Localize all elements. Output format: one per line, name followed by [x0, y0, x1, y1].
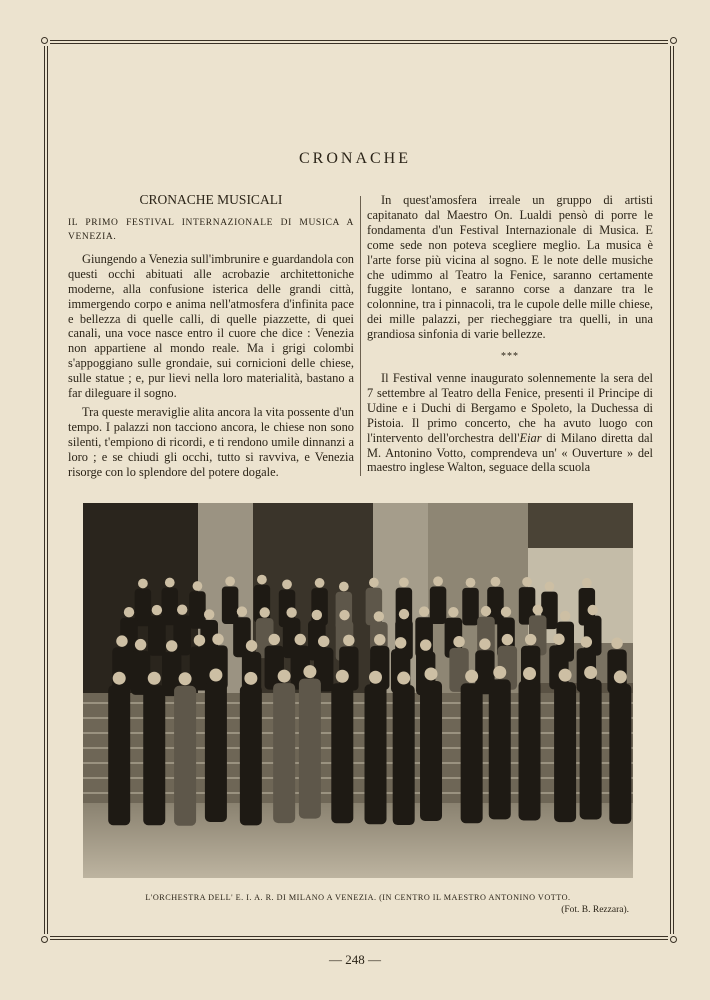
person-head [209, 668, 222, 681]
person-head [466, 578, 476, 588]
person-body [311, 588, 328, 626]
person-head [553, 634, 564, 645]
person-body [205, 682, 227, 822]
person-head [611, 638, 622, 649]
person-head [395, 637, 406, 648]
article-heading: CRONACHE MUSICALI [139, 192, 283, 207]
corner-ornament [670, 37, 677, 44]
article-subheading: IL PRIMO FESTIVAL INTERNAZIONALE DI MUSICA A VENEZIA. [68, 217, 354, 242]
person-head [204, 609, 214, 619]
person-head [269, 634, 280, 645]
person-head [138, 579, 148, 589]
person-head [177, 605, 187, 615]
person-body [174, 686, 196, 826]
person-head [523, 667, 536, 680]
person-head [312, 610, 322, 620]
orchestra-group-photo [83, 503, 633, 878]
person-head [135, 639, 146, 650]
photo-illustration [83, 503, 633, 878]
person-head [116, 635, 127, 646]
person-body [240, 685, 262, 825]
person-body [462, 588, 479, 626]
person-head [260, 607, 270, 617]
person-head [374, 611, 384, 621]
paragraph: In quest'amosfera irreale un gruppo di artisti capitanato dal Maestro On. Lualdi pensò di porre le fondamenta d'un Festival Internazionale di Musica. E come sede non poteva scegliere meglio. La musica è l'arte forse più vicina al sogno. E le note delle musiche che udimmo al Teatro la Fenice, saranno certamente fuggite lontano, e saranno corse a danzare tra le colonnine, tra i pinnacoli, tra le cupole delle mille chiese, dei mille palazzi, per riecheggiare tra quelli, in una grandiosa sinfonia di varie bellezze. [367, 193, 653, 342]
person-body [430, 586, 447, 624]
person-head [453, 636, 464, 647]
person-head [343, 635, 354, 646]
person-head [152, 605, 162, 615]
person-head [581, 636, 592, 647]
person-body [148, 616, 166, 656]
paragraph: Tra queste meraviglie alita ancora la vita possente d'un tempo. I palazzi non tacciono ancora, le chiese non sono silenti, t'empiono di ricordi, e ti rendono umile dinnanzi a loro ; e se chiudi gli occhi, tutto si ravviva, e Venezia risorge con lo splendore del potere dogale. [68, 404, 354, 479]
person-head [315, 578, 325, 588]
person-head [246, 640, 257, 651]
person-head [399, 609, 409, 619]
person-head [425, 667, 438, 680]
person-head [369, 578, 379, 588]
person-head [479, 638, 490, 649]
person-head [113, 672, 126, 685]
person-body [112, 647, 131, 691]
person-body [299, 679, 321, 819]
person-head [481, 606, 491, 616]
person-head [237, 606, 247, 616]
person-head [522, 577, 532, 587]
person-head [614, 670, 627, 683]
person-body [143, 685, 165, 825]
section-separator: *** [501, 351, 519, 363]
person-head [525, 634, 536, 645]
person-head [244, 672, 257, 685]
person-head [587, 605, 597, 615]
person-head [491, 577, 501, 587]
person-head [582, 578, 592, 588]
person-head [257, 575, 267, 585]
person-head [282, 580, 292, 590]
person-head [286, 607, 296, 617]
person-body [489, 679, 511, 819]
eiar-italic: Eiar [519, 430, 542, 445]
person-head [397, 672, 410, 685]
person-body [609, 684, 631, 824]
person-body [331, 683, 353, 823]
person-body [580, 679, 602, 819]
person-head [448, 607, 458, 617]
person-body [420, 681, 442, 821]
person-body [461, 683, 483, 823]
person-head [318, 636, 329, 647]
photo-credit: (Fot. B. Rezzara). [561, 905, 629, 915]
paragraph [367, 371, 653, 475]
person-head [336, 670, 349, 683]
person-head [124, 607, 134, 617]
person-body [415, 617, 433, 657]
photo-caption: L'ORCHESTRA DELL' E. I. A. R. DI MILANO A VENEZIA. (IN CENTRO IL MAESTRO ANTONINO VOTTO. [145, 893, 571, 902]
person-head [166, 640, 177, 651]
person-head [165, 578, 175, 588]
person-body [233, 617, 251, 657]
person-body [265, 646, 284, 690]
person-body [365, 684, 387, 824]
person-head [533, 605, 543, 615]
left-column [68, 193, 354, 480]
person-head [374, 634, 385, 645]
person-head [420, 639, 431, 650]
page-number: — 248 — [329, 952, 381, 967]
person-body [554, 682, 576, 822]
section-title: CRONACHE [298, 150, 411, 167]
person-head [560, 611, 570, 621]
person-head [339, 610, 349, 620]
column-divider [360, 196, 361, 476]
person-head [295, 634, 306, 645]
person-head [339, 582, 349, 592]
person-body [519, 681, 541, 821]
person-head [419, 606, 429, 616]
person-head [369, 671, 382, 684]
person-head [433, 576, 443, 586]
person-head [193, 581, 203, 591]
person-head [465, 670, 478, 683]
person-body [393, 685, 415, 825]
person-head [559, 669, 572, 682]
person-head [399, 577, 409, 587]
person-head [225, 576, 235, 586]
person-head [502, 634, 513, 645]
paragraph-text: Il Festival venne inaugurato solennemente la sera del 7 settembre al Teatro della Fenice, presenti il Principe di Udine e i Duchi di Bergamo e Spoleto, la Duchessa di Pistoia. Il primo concerto, che ha avuto luogo con l'intervento dell'orchestra dell' [367, 370, 653, 445]
person-head [545, 582, 555, 592]
person-head [278, 670, 291, 683]
person-head [212, 633, 223, 644]
person-head [179, 672, 192, 685]
corner-ornament [41, 936, 48, 943]
paragraph-text: di Milano diretta dal M. Antonino Votto, comprendeva un' « Ouverture » del maestro inglese Walton, seguace della scuola [367, 430, 653, 475]
paragraph: Giungendo a Venezia sull'imbrunire e guardandola con questi occhi abituati alle acrobazie architettoniche moderne, alla confusione isterica delle grandi città, immergendo corpo e anima nell'atmosfera d'infinita pace e bellezza di quelle calli, di quelle piazzette, di quei canali, una voce nasce entro il cuore che dice : Venezia non appartiene al mondo reale. Ma i grigi colombi s'appoggiano sulle grondaie, sui cornicioni delle chiese, sulle statue ; e, pur lievi nella loro materialità, bastano a far dileguare il sogno. [68, 251, 354, 401]
person-head [584, 666, 597, 679]
person-head [303, 665, 316, 678]
person-head [501, 607, 511, 617]
person-body [396, 588, 413, 626]
person-body [273, 683, 295, 823]
person-head [194, 635, 205, 646]
person-head [148, 672, 161, 685]
person-body [108, 685, 130, 825]
corner-ornament [41, 37, 48, 44]
right-column [367, 193, 653, 475]
corner-ornament [670, 936, 677, 943]
person-head [493, 666, 506, 679]
